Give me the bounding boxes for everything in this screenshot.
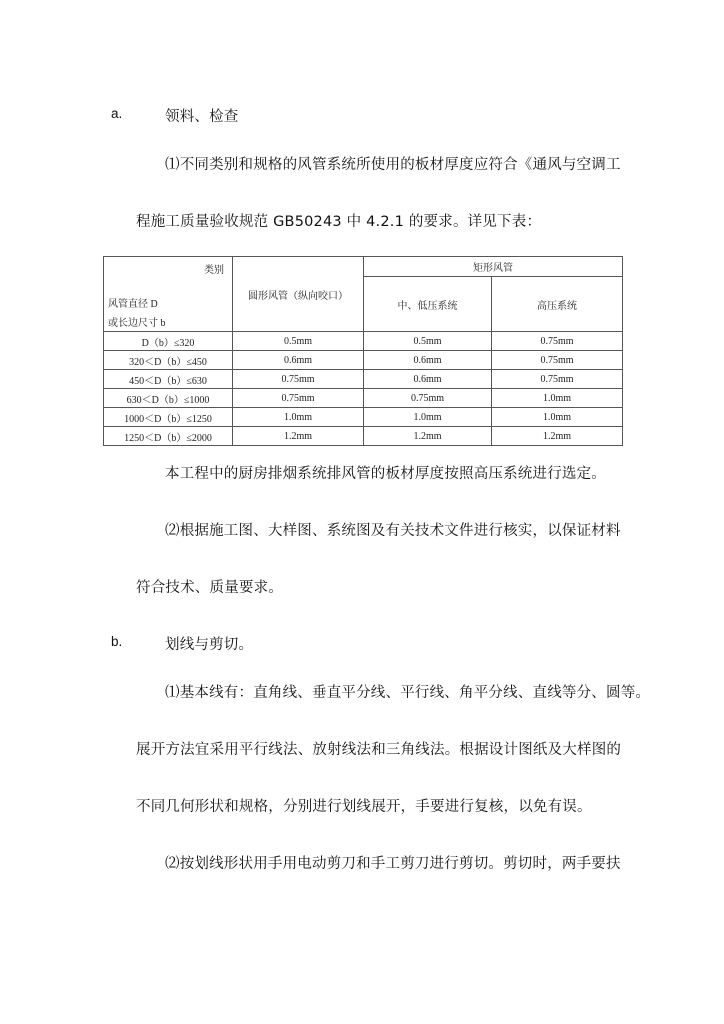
cell-low: 0.75mm [364, 389, 492, 408]
table-row [104, 389, 623, 408]
cell-high: 0.75mm [492, 351, 623, 370]
section-b-heading: 划线与剪切。 [165, 637, 254, 653]
cell-round: 1.0mm [233, 408, 364, 427]
header-round-duct: 圆形风管（纵向咬口） [233, 257, 364, 332]
section-b-marker: b. [111, 634, 123, 649]
header-high-pressure: 高压系统 [492, 277, 623, 332]
cell-round: 0.5mm [233, 332, 364, 351]
section-b-para1-line1: ⑴基本线有：直角线、垂直平分线、平行线、角平分线、直线等分、圆等。 [165, 685, 651, 701]
cell-high: 1.0mm [492, 389, 623, 408]
table-row [104, 351, 623, 370]
table-row [104, 370, 623, 389]
section-a-para2-line1: ⑵根据施工图、大样图、系统图及有关技术文件进行核实，以保证材料 [165, 523, 621, 539]
section-a-para2-line2: 符合技术、质量要求。 [136, 580, 283, 596]
row-size: D（b）≤320 [104, 332, 233, 351]
row-size: 450＜D（b）≤630 [104, 370, 233, 389]
table-row [104, 408, 623, 427]
cell-round: 1.2mm [233, 427, 364, 446]
row-size: 630＜D（b）≤1000 [104, 389, 233, 408]
cell-high: 0.75mm [492, 332, 623, 351]
section-a-heading: 领料、检查 [165, 109, 239, 125]
section-b-para1-line2: 展开方法宜采用平行线法、放射线法和三角线法。根据设计图纸及大样图的 [136, 742, 622, 758]
cell-round: 0.75mm [233, 370, 364, 389]
section-b-para1-line3: 不同几何形状和规格，分别进行划线展开，手要进行复核，以免有误。 [136, 799, 592, 815]
row-size: 320＜D（b）≤450 [104, 351, 233, 370]
thickness-table [103, 256, 623, 446]
section-b-para2-line1: ⑵按划线形状用手用电动剪刀和手工剪刀进行剪切。剪切时，两手要扶 [165, 856, 621, 872]
cell-low: 0.6mm [364, 351, 492, 370]
header-low-pressure: 中、低压系统 [364, 277, 492, 332]
section-a-note: 本工程中的厨房排烟系统排风管的板材厚度按照高压系统进行选定。 [165, 466, 606, 482]
row-size: 1250＜D（b）≤2000 [104, 427, 233, 446]
table-corner-header [104, 257, 233, 332]
row-size: 1000＜D（b）≤1250 [104, 408, 233, 427]
section-a-para1-line1: ⑴不同类别和规格的风管系统所使用的板材厚度应符合《通风与空调工 [165, 157, 621, 173]
header-size-label-line1: 风管直径 D [108, 299, 158, 310]
cell-low: 1.0mm [364, 408, 492, 427]
cell-round: 0.75mm [233, 389, 364, 408]
header-size-label-line2: 或长边尺寸 b [108, 318, 166, 329]
cell-low: 0.5mm [364, 332, 492, 351]
cell-high: 1.2mm [492, 427, 623, 446]
cell-high: 1.0mm [492, 408, 623, 427]
cell-high: 0.75mm [492, 370, 623, 389]
header-category: 类别 [204, 265, 224, 276]
section-a-para1-line2: 程施工质量验收规范 GB50243 中 4.2.1 的要求。详见下表： [136, 214, 542, 230]
table-row [104, 332, 623, 351]
table-row [104, 427, 623, 446]
section-a-marker: a. [111, 106, 123, 121]
header-rect-duct: 矩形风管 [364, 257, 623, 277]
cell-low: 1.2mm [364, 427, 492, 446]
cell-round: 0.6mm [233, 351, 364, 370]
cell-low: 0.6mm [364, 370, 492, 389]
